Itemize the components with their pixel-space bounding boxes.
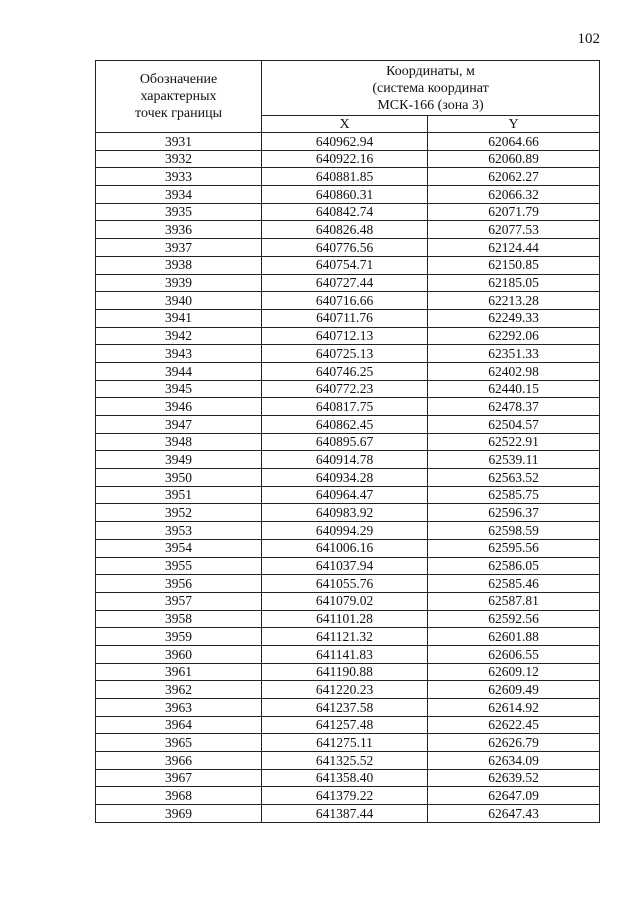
table-row: [96, 221, 600, 239]
point-id-cell: 3964: [96, 716, 262, 734]
x-coordinate-cell: 641121.32: [262, 628, 428, 646]
table-row: [96, 663, 600, 681]
point-id-cell: 3953: [96, 522, 262, 540]
x-coordinate-cell: 640994.29: [262, 522, 428, 540]
y-coordinate-cell: 62634.09: [428, 752, 600, 770]
point-id-cell: 3968: [96, 787, 262, 805]
table-row: [96, 610, 600, 628]
y-coordinate-cell: 62185.05: [428, 274, 600, 292]
y-coordinate-cell: 62601.88: [428, 628, 600, 646]
point-id-cell: 3969: [96, 805, 262, 823]
x-coordinate-cell: 641237.58: [262, 699, 428, 717]
x-coordinate-cell: 640895.67: [262, 433, 428, 451]
table-row: [96, 133, 600, 151]
y-coordinate-cell: 62595.56: [428, 539, 600, 557]
x-coordinate-cell: 641257.48: [262, 716, 428, 734]
y-coordinate-cell: 62647.43: [428, 805, 600, 823]
y-coordinate-cell: 62585.46: [428, 575, 600, 593]
table-row: [96, 256, 600, 274]
point-id-cell: 3939: [96, 274, 262, 292]
table-row: [96, 168, 600, 186]
point-id-cell: 3955: [96, 557, 262, 575]
x-coordinate-cell: 641037.94: [262, 557, 428, 575]
point-id-cell: 3937: [96, 239, 262, 257]
point-id-cell: 3931: [96, 133, 262, 151]
table-row: [96, 504, 600, 522]
point-id-cell: 3944: [96, 362, 262, 380]
x-coordinate-cell: 640711.76: [262, 309, 428, 327]
point-id-cell: 3945: [96, 380, 262, 398]
x-coordinate-cell: 641079.02: [262, 592, 428, 610]
y-coordinate-cell: 62077.53: [428, 221, 600, 239]
table-row: [96, 699, 600, 717]
table-row: [96, 398, 600, 416]
page-number: 102: [577, 31, 600, 47]
y-coordinate-cell: 62351.33: [428, 345, 600, 363]
table-row: [96, 557, 600, 575]
table-row: [96, 592, 600, 610]
y-coordinate-cell: 62585.75: [428, 486, 600, 504]
point-id-cell: 3946: [96, 398, 262, 416]
point-id-cell: 3952: [96, 504, 262, 522]
x-coordinate-cell: 641141.83: [262, 645, 428, 663]
point-id-cell: 3943: [96, 345, 262, 363]
table-row: [96, 628, 600, 646]
point-id-cell: 3940: [96, 292, 262, 310]
y-coordinate-cell: 62062.27: [428, 168, 600, 186]
x-coordinate-cell: 640754.71: [262, 256, 428, 274]
y-coordinate-cell: 62071.79: [428, 203, 600, 221]
header-point-designation: [96, 61, 262, 133]
x-coordinate-cell: 640964.47: [262, 486, 428, 504]
table-row: [96, 752, 600, 770]
point-id-cell: 3956: [96, 575, 262, 593]
y-coordinate-cell: 62606.55: [428, 645, 600, 663]
y-coordinate-cell: 62539.11: [428, 451, 600, 469]
point-id-cell: 3951: [96, 486, 262, 504]
y-coordinate-cell: 62614.92: [428, 699, 600, 717]
x-coordinate-cell: 640716.66: [262, 292, 428, 310]
y-coordinate-cell: 62060.89: [428, 150, 600, 168]
point-id-cell: 3941: [96, 309, 262, 327]
x-coordinate-cell: 640772.23: [262, 380, 428, 398]
x-coordinate-cell: 641275.11: [262, 734, 428, 752]
y-coordinate-cell: 62064.66: [428, 133, 600, 151]
point-id-cell: 3949: [96, 451, 262, 469]
point-id-cell: 3935: [96, 203, 262, 221]
header-coordinates-label: Координаты, м (система координат МСК-166 (зона 3): [372, 63, 489, 113]
x-coordinate-cell: 640776.56: [262, 239, 428, 257]
x-coordinate-cell: 641220.23: [262, 681, 428, 699]
point-id-cell: 3957: [96, 592, 262, 610]
table-row: [96, 769, 600, 787]
x-coordinate-cell: 641387.44: [262, 805, 428, 823]
table-row: [96, 345, 600, 363]
x-coordinate-cell: 641006.16: [262, 539, 428, 557]
table-header: [96, 61, 600, 133]
y-coordinate-cell: 62596.37: [428, 504, 600, 522]
table-row: [96, 380, 600, 398]
table-row: [96, 681, 600, 699]
x-coordinate-cell: 640727.44: [262, 274, 428, 292]
table-row: [96, 716, 600, 734]
point-id-cell: 3942: [96, 327, 262, 345]
table-row: [96, 416, 600, 434]
table-row: [96, 787, 600, 805]
point-id-cell: 3961: [96, 663, 262, 681]
x-coordinate-cell: 640725.13: [262, 345, 428, 363]
point-id-cell: 3938: [96, 256, 262, 274]
table-row: [96, 486, 600, 504]
y-coordinate-cell: 62586.05: [428, 557, 600, 575]
x-coordinate-cell: 640934.28: [262, 469, 428, 487]
x-coordinate-cell: 641101.28: [262, 610, 428, 628]
x-coordinate-cell: 640914.78: [262, 451, 428, 469]
table-row: [96, 239, 600, 257]
x-coordinate-cell: 640962.94: [262, 133, 428, 151]
table-row: [96, 469, 600, 487]
point-id-cell: 3933: [96, 168, 262, 186]
point-id-cell: 3954: [96, 539, 262, 557]
x-coordinate-cell: 640746.25: [262, 362, 428, 380]
point-id-cell: 3962: [96, 681, 262, 699]
y-coordinate-cell: 62292.06: [428, 327, 600, 345]
table-row: [96, 645, 600, 663]
header-coordinates: [262, 61, 600, 116]
x-coordinate-cell: 641379.22: [262, 787, 428, 805]
y-coordinate-cell: 62150.85: [428, 256, 600, 274]
table-row: [96, 522, 600, 540]
table-row: [96, 150, 600, 168]
point-id-cell: 3958: [96, 610, 262, 628]
coordinates-table: [95, 60, 600, 823]
y-coordinate-cell: 62647.09: [428, 787, 600, 805]
table-row: [96, 274, 600, 292]
point-id-cell: 3967: [96, 769, 262, 787]
x-coordinate-cell: 640922.16: [262, 150, 428, 168]
y-coordinate-cell: 62504.57: [428, 416, 600, 434]
table-row: [96, 292, 600, 310]
y-coordinate-cell: 62626.79: [428, 734, 600, 752]
y-coordinate-cell: 62639.52: [428, 769, 600, 787]
table-row: [96, 309, 600, 327]
table-row: [96, 734, 600, 752]
y-coordinate-cell: 62592.56: [428, 610, 600, 628]
y-coordinate-cell: 62598.59: [428, 522, 600, 540]
point-id-cell: 3960: [96, 645, 262, 663]
y-coordinate-cell: 62609.12: [428, 663, 600, 681]
table-row: [96, 362, 600, 380]
y-coordinate-cell: 62522.91: [428, 433, 600, 451]
table-row: [96, 575, 600, 593]
table-row: [96, 203, 600, 221]
table-row: [96, 539, 600, 557]
table-row: [96, 451, 600, 469]
point-id-cell: 3966: [96, 752, 262, 770]
x-coordinate-cell: 640826.48: [262, 221, 428, 239]
point-id-cell: 3959: [96, 628, 262, 646]
y-coordinate-cell: 62440.15: [428, 380, 600, 398]
point-id-cell: 3932: [96, 150, 262, 168]
y-coordinate-cell: 62587.81: [428, 592, 600, 610]
y-coordinate-cell: 62609.49: [428, 681, 600, 699]
x-coordinate-cell: 640860.31: [262, 186, 428, 204]
header-point-designation-label: Обозначение характерных точек границы: [135, 72, 222, 121]
point-id-cell: 3965: [96, 734, 262, 752]
table-row: [96, 805, 600, 823]
table-body: [96, 133, 600, 823]
point-id-cell: 3963: [96, 699, 262, 717]
table-row: [96, 433, 600, 451]
x-coordinate-cell: 641055.76: [262, 575, 428, 593]
point-id-cell: 3947: [96, 416, 262, 434]
y-coordinate-cell: 62622.45: [428, 716, 600, 734]
y-coordinate-cell: 62066.32: [428, 186, 600, 204]
x-coordinate-cell: 641325.52: [262, 752, 428, 770]
x-coordinate-cell: 641358.40: [262, 769, 428, 787]
y-coordinate-cell: 62563.52: [428, 469, 600, 487]
x-coordinate-cell: 640881.85: [262, 168, 428, 186]
header-y: Y: [428, 116, 600, 133]
point-id-cell: 3948: [96, 433, 262, 451]
point-id-cell: 3950: [96, 469, 262, 487]
x-coordinate-cell: 641190.88: [262, 663, 428, 681]
x-coordinate-cell: 640712.13: [262, 327, 428, 345]
header-x: X: [262, 116, 428, 133]
y-coordinate-cell: 62402.98: [428, 362, 600, 380]
table-row: [96, 186, 600, 204]
y-coordinate-cell: 62124.44: [428, 239, 600, 257]
x-coordinate-cell: 640983.92: [262, 504, 428, 522]
y-coordinate-cell: 62478.37: [428, 398, 600, 416]
y-coordinate-cell: 62249.33: [428, 309, 600, 327]
table-row: [96, 327, 600, 345]
point-id-cell: 3934: [96, 186, 262, 204]
x-coordinate-cell: 640817.75: [262, 398, 428, 416]
x-coordinate-cell: 640862.45: [262, 416, 428, 434]
y-coordinate-cell: 62213.28: [428, 292, 600, 310]
x-coordinate-cell: 640842.74: [262, 203, 428, 221]
point-id-cell: 3936: [96, 221, 262, 239]
